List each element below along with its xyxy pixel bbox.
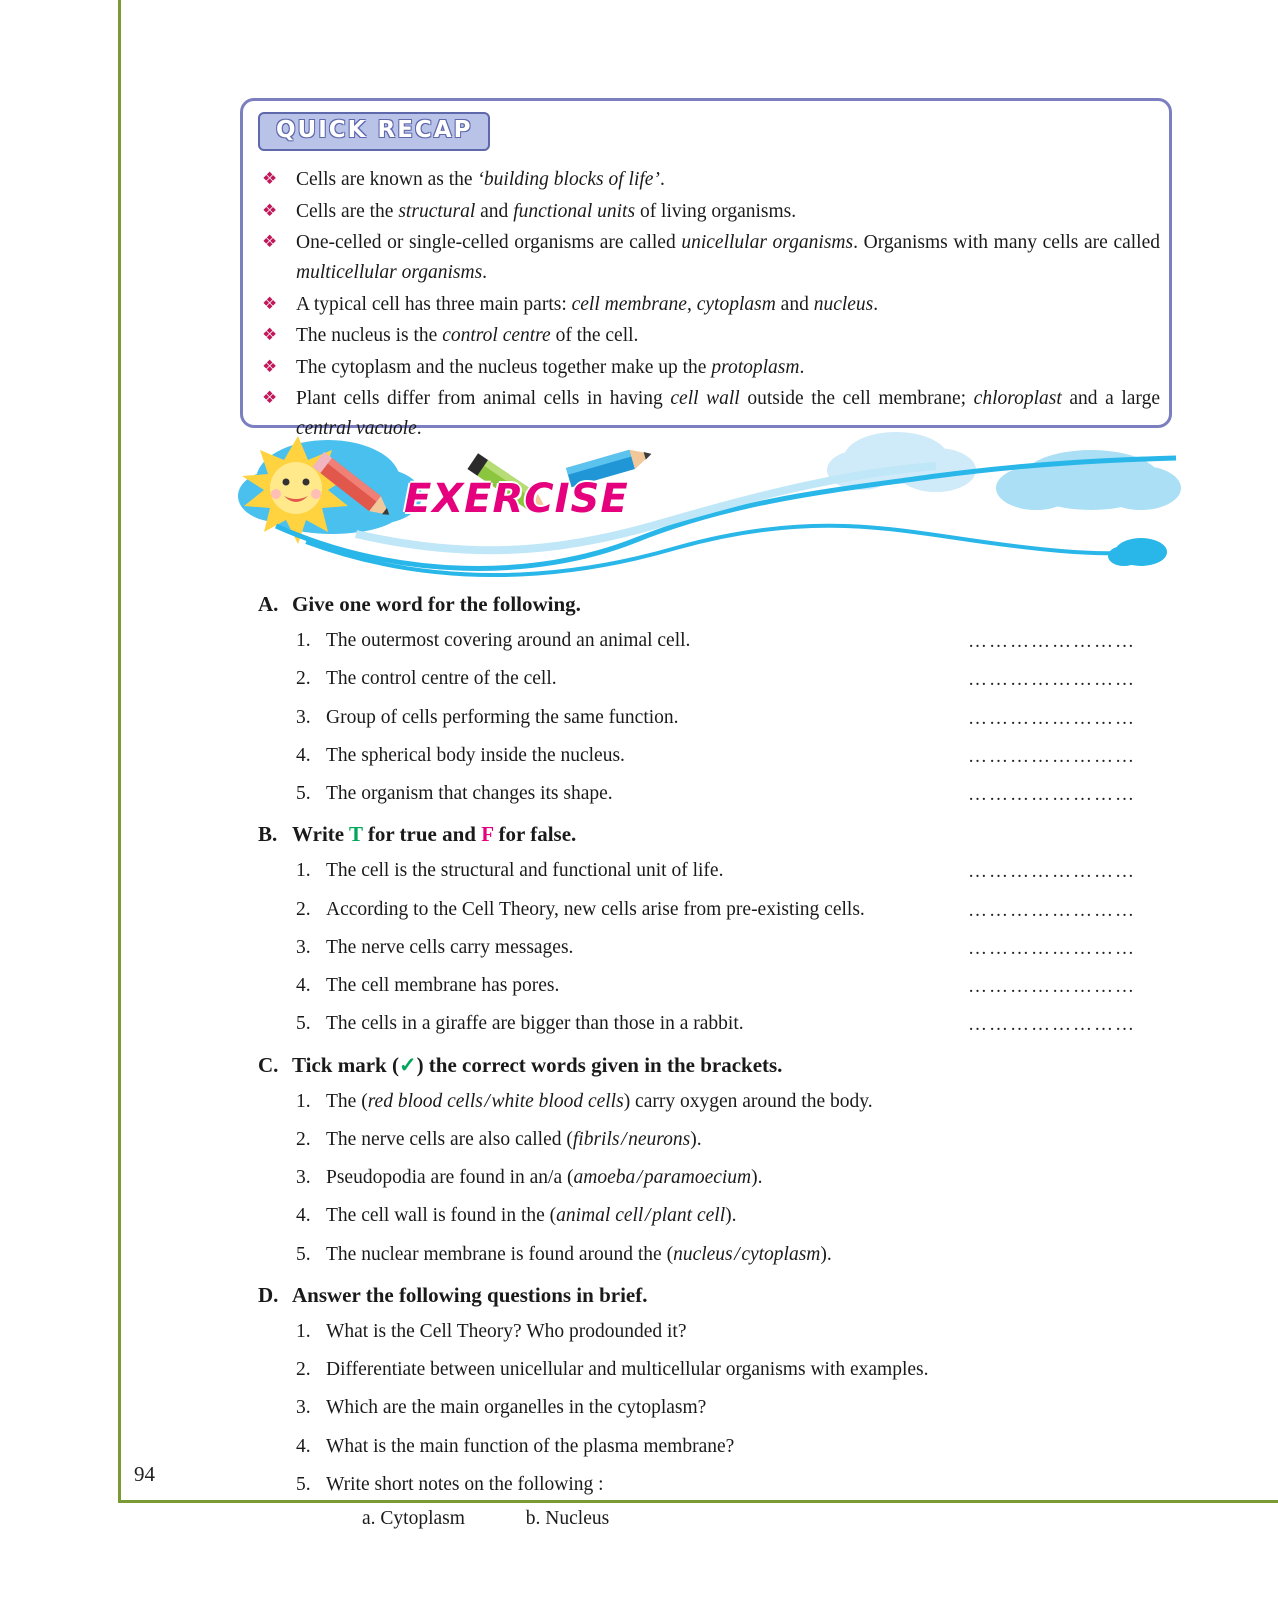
exercise-content [258, 578, 1178, 1539]
recap-item-text: The nucleus is the control centre of the cell. [296, 325, 639, 347]
answer-blank[interactable]: …………………… [968, 707, 1136, 729]
question-text: Differentiate between unicellular and multicellular organisms with examples. [326, 1359, 929, 1380]
section-heading-d [258, 1283, 1178, 1308]
question-number: 3. [296, 1167, 311, 1188]
question-row [258, 895, 1178, 924]
question-row [258, 703, 1178, 732]
question-number: 1. [296, 860, 311, 882]
section-title: Answer the following questions in brief. [292, 1282, 648, 1307]
answer-blank[interactable]: …………………… [968, 937, 1136, 959]
section-heading-b [258, 822, 1178, 847]
question-text: According to the Cell Theory, new cells arise from pre-existing cells. [326, 898, 865, 920]
question-row [258, 779, 1178, 808]
question-text: The nuclear membrane is found around the (nucleus / cytoplasm). [326, 1243, 832, 1265]
question-row [258, 626, 1178, 655]
recap-item [262, 290, 1160, 320]
question-text: The cell is the structural and functional unit of life. [326, 860, 724, 882]
question-number: 2. [296, 1359, 311, 1380]
question-text: The outermost covering around an animal cell. [326, 630, 691, 651]
sub-question-label: b. [525, 1508, 541, 1529]
question-row [258, 664, 1178, 693]
question-number: 5. [296, 1243, 311, 1265]
recap-bullet-icon: ❖ [262, 232, 278, 253]
answer-blank[interactable]: …………………… [968, 745, 1136, 767]
question-text: Group of cells performing the same function. [326, 706, 679, 728]
exercise-title: EXERCISE [404, 476, 629, 522]
question-number: 5. [296, 1013, 311, 1035]
question-text: The spherical body inside the nucleus. [326, 744, 625, 766]
question-row [258, 1355, 1178, 1384]
exercise-banner [236, 430, 1182, 580]
question-number: 4. [296, 1205, 311, 1227]
recap-item-text: One-celled or single-celled organisms are called unicellular organisms. Organisms with many cells are called multicellular organisms. [296, 232, 1160, 283]
question-number: 3. [296, 706, 311, 728]
question-text: Write short notes on the following : [326, 1473, 604, 1495]
question-text: The nerve cells carry messages. [326, 936, 574, 958]
question-row [258, 1432, 1178, 1461]
question-text: The cell membrane has pores. [326, 975, 560, 996]
question-text: The nerve cells are also called (fibrils / neurons). [326, 1128, 702, 1150]
question-row [258, 1240, 1178, 1269]
question-text: The organism that changes its shape. [326, 783, 613, 804]
sub-question-row [258, 1508, 1178, 1530]
recap-item [262, 228, 1160, 287]
quick-recap-title: QUICK RECAP [258, 112, 490, 151]
recap-bullet-icon: ❖ [262, 293, 278, 314]
question-text: What is the main function of the plasma membrane? [326, 1435, 735, 1457]
answer-blank[interactable]: …………………… [968, 1014, 1136, 1036]
question-text: The cells in a giraffe are bigger than those in a rabbit. [326, 1013, 744, 1035]
answer-blank[interactable]: …………………… [968, 899, 1136, 921]
tick-icon: ✓ [398, 1052, 417, 1077]
question-row [258, 1009, 1178, 1038]
question-number: 3. [296, 1397, 311, 1419]
question-row [258, 1087, 1178, 1116]
question-row [258, 971, 1178, 1000]
sub-question-text: Cytoplasm [380, 1508, 465, 1529]
recap-bullet-icon: ❖ [262, 356, 278, 377]
question-number: 4. [296, 744, 311, 766]
answer-blank[interactable]: …………………… [968, 784, 1136, 805]
question-row [258, 1470, 1178, 1499]
section-letter: C. [258, 1052, 279, 1077]
question-row [258, 1163, 1178, 1192]
true-marker: T [348, 822, 363, 847]
recap-item [262, 197, 1160, 227]
quick-recap-list [262, 165, 1160, 446]
question-row [258, 1125, 1178, 1154]
recap-bullet-icon: ❖ [262, 169, 278, 189]
question-row [258, 741, 1178, 770]
recap-bullet-icon: ❖ [262, 325, 278, 346]
question-number: 2. [296, 668, 311, 690]
question-row [258, 933, 1178, 962]
question-row [258, 1201, 1178, 1230]
answer-blank[interactable]: …………………… [968, 976, 1136, 997]
question-number: 4. [296, 1435, 311, 1457]
question-row [258, 1317, 1178, 1346]
question-number: 5. [296, 783, 311, 804]
question-text: The cell wall is found in the (animal cell / plant cell). [326, 1205, 737, 1227]
recap-bullet-icon: ❖ [262, 388, 278, 409]
question-number: 2. [296, 1128, 311, 1150]
recap-item [262, 353, 1160, 383]
recap-item-text: A typical cell has three main parts: cell membrane, cytoplasm and nucleus. [296, 293, 879, 315]
question-number: 4. [296, 975, 311, 996]
question-text: What is the Cell Theory? Who prodounded it? [326, 1320, 687, 1342]
question-number: 1. [296, 1090, 311, 1112]
left-margin-rule [118, 0, 121, 1503]
recap-bullet-icon: ❖ [262, 200, 278, 221]
recap-item [262, 165, 1160, 195]
question-text: Pseudopodia are found in an/a (amoeba / paramoecium). [326, 1167, 763, 1188]
sub-question-text: Nucleus [545, 1508, 610, 1529]
question-number: 1. [296, 1320, 311, 1342]
section-letter: B. [258, 822, 278, 847]
answer-blank[interactable]: …………………… [968, 669, 1136, 691]
false-marker: F [481, 822, 494, 847]
question-row [258, 856, 1178, 885]
question-number: 1. [296, 630, 311, 651]
question-text: The (red blood cells / white blood cells) carry oxygen around the body. [326, 1090, 873, 1112]
section-title: Write T for true and F for false. [292, 822, 577, 847]
recap-item [262, 321, 1160, 351]
recap-item-text: Cells are known as the ‘building blocks of life’. [296, 169, 665, 190]
section-letter: D. [258, 1282, 279, 1307]
sub-question-label: a. [362, 1508, 376, 1529]
question-row [258, 1393, 1178, 1422]
question-number: 5. [296, 1473, 311, 1495]
page-number: 94 [134, 1462, 155, 1486]
recap-item-text: Cells are the structural and functional units of living organisms. [296, 200, 797, 222]
section-title: Tick mark (✓) the correct words given in the brackets. [292, 1052, 783, 1077]
section-heading-a [258, 592, 1178, 617]
question-number: 2. [296, 898, 311, 920]
section-heading-c [258, 1053, 1178, 1078]
question-number: 3. [296, 936, 311, 958]
answer-blank[interactable]: …………………… [968, 631, 1136, 652]
recap-item-text: The cytoplasm and the nucleus together make up the protoplasm. [296, 356, 805, 378]
section-title: Give one word for the following. [292, 592, 581, 616]
section-letter: A. [258, 592, 279, 616]
question-text: Which are the main organelles in the cytoplasm? [326, 1397, 707, 1419]
recap-item-text: Plant cells differ from animal cells in having cell wall outside the cell membrane; chloroplast and a large central vacuole. [296, 388, 1160, 439]
answer-blank[interactable]: …………………… [968, 861, 1136, 883]
question-text: The control centre of the cell. [326, 668, 557, 690]
